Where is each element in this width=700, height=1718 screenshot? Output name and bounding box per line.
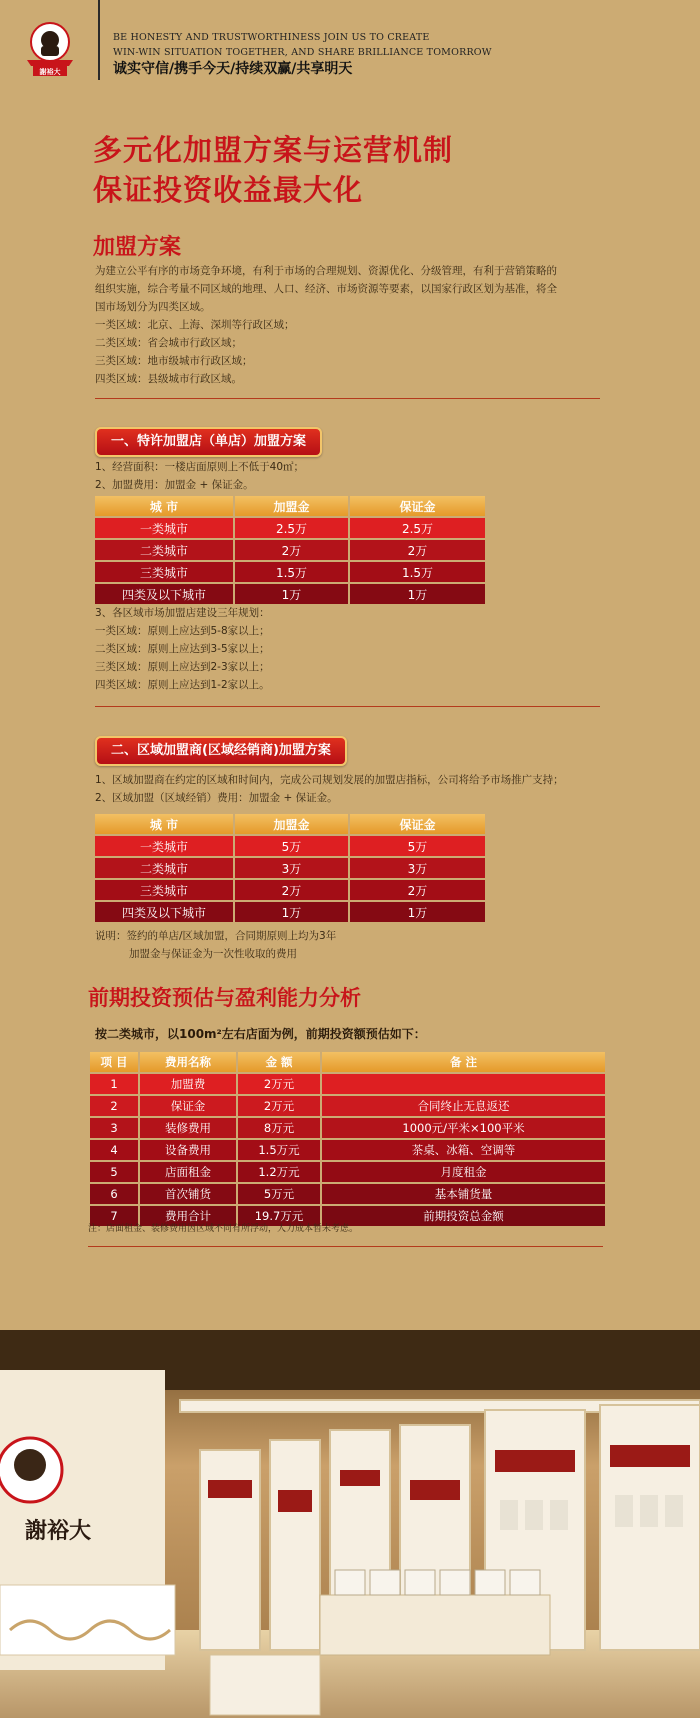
- plan-title: 加盟方案: [93, 235, 182, 260]
- plan-line: 为建立公平有序的市场竞争环境，有利于市场的合理规划、资源优化、分级管理，有利于营销策略的: [95, 265, 557, 277]
- regional-table: [95, 812, 485, 924]
- table-row: [90, 1074, 605, 1094]
- table-cell: 1万: [350, 584, 485, 604]
- table-header: 金 额: [238, 1052, 322, 1072]
- table-header: 备 注: [322, 1052, 605, 1072]
- table-header-row: [90, 1052, 605, 1072]
- table-cell: 8万元: [238, 1118, 322, 1138]
- franchise-outro-line: 一类区域：原则上应达到5-8家以上；: [95, 625, 270, 637]
- table-cell: 三类城市: [95, 562, 235, 582]
- table-cell: 1万: [235, 902, 350, 922]
- table-cell: 2万元: [238, 1096, 322, 1116]
- table-cell: 二类城市: [95, 540, 235, 560]
- franchise-intro-line: 1、经营面积：一楼店面原则上不低于40㎡；: [95, 461, 305, 473]
- table-cell: 3万: [235, 858, 350, 878]
- franchise-table: [95, 494, 485, 606]
- table-header: 保证金: [350, 814, 485, 834]
- franchise-badge: 一、特许加盟店（单店）加盟方案: [95, 427, 322, 457]
- table-row: [95, 518, 485, 538]
- franchise-outro-line: 四类区域：原则上应达到1-2家以上。: [95, 679, 270, 691]
- table-header: 加盟金: [235, 814, 350, 834]
- regional-intro-line: 1、区域加盟商在约定的区域和时间内，完成公司规划发展的加盟店指标，公司将给予市场推广支持；: [95, 774, 564, 786]
- divider: [95, 706, 600, 707]
- table-row: [95, 880, 485, 900]
- table-row: [95, 902, 485, 922]
- table-cell: 2万: [235, 880, 350, 900]
- regional-intro-line: 2、区域加盟（区域经销）费用：加盟金 + 保证金。: [95, 792, 338, 804]
- table-row: [90, 1118, 605, 1138]
- main-title: [93, 130, 453, 210]
- table-cell: 设备费用: [140, 1140, 238, 1160]
- table-cell: 2万: [235, 540, 350, 560]
- franchise-intro: [95, 458, 304, 494]
- table-header: 城 市: [95, 496, 235, 516]
- table-cell: 基本铺货量: [322, 1184, 605, 1204]
- investment-title: 前期投资预估与盈利能力分析: [88, 986, 361, 1010]
- table-row: [95, 858, 485, 878]
- table-cell: 茶桌、冰箱、空调等: [322, 1140, 605, 1160]
- table-cell: 1000元/平米×100平米: [322, 1118, 605, 1138]
- table-cell: 加盟费: [140, 1074, 238, 1094]
- header-divider: [98, 0, 100, 80]
- plan-line: 三类区域：地市级城市行政区域；: [95, 355, 253, 367]
- slogan-english: [113, 30, 492, 60]
- table-cell: 1万: [350, 902, 485, 922]
- table-cell: 1.5万: [235, 562, 350, 582]
- plan-line: 国市场划分为四类区域。: [95, 301, 211, 313]
- table-cell: 3: [90, 1118, 140, 1138]
- table-cell: 5万: [350, 836, 485, 856]
- table-cell: 三类城市: [95, 880, 235, 900]
- table-header: 项 目: [90, 1052, 140, 1072]
- table-cell: 四类及以下城市: [95, 584, 235, 604]
- table-cell: 保证金: [140, 1096, 238, 1116]
- table-cell: [322, 1074, 605, 1094]
- table-cell: 19.7万元: [238, 1206, 322, 1226]
- regional-badge: 二、区域加盟商(区域经销商)加盟方案: [95, 736, 347, 766]
- slogan-en-line-1: BE HONESTY AND TRUSTWORTHINESS JOIN US TO CREATE: [113, 32, 430, 43]
- table-row: [90, 1140, 605, 1160]
- table-header-row: [95, 496, 485, 516]
- table-cell: 2.5万: [235, 518, 350, 538]
- investment-note: 注：店面租金、装修费用因区域不同有所浮动，人力成本暂未考虑。: [88, 1224, 359, 1234]
- table-cell: 2万元: [238, 1074, 322, 1094]
- table-row: [90, 1162, 605, 1182]
- table-header: 加盟金: [235, 496, 350, 516]
- header: [0, 0, 700, 80]
- table-cell: 2.5万: [350, 518, 485, 538]
- table-cell: 1万: [235, 584, 350, 604]
- table-cell: 1.2万元: [238, 1162, 322, 1182]
- plan-line: 组织实施，综合考量不同区域的地理、人口、经济、市场资源等要素，以国家行政区划为基准，将全: [95, 283, 557, 295]
- table-cell: 1.5万元: [238, 1140, 322, 1160]
- regional-note-line-1: 说明：签约的单店/区域加盟，合同期原则上均为3年: [95, 930, 337, 942]
- table-cell: 装修费用: [140, 1118, 238, 1138]
- main-title-line-1: 多元化加盟方案与运营机制: [93, 133, 454, 167]
- table-cell: 一类城市: [95, 518, 235, 538]
- table-header-row: [95, 814, 485, 834]
- franchise-outro: [95, 604, 270, 694]
- table-header: 保证金: [350, 496, 485, 516]
- table-cell: 5: [90, 1162, 140, 1182]
- investment-subtitle: 按二类城市，以100m²左右店面为例，前期投资额预估如下：: [95, 1027, 426, 1041]
- regional-note-line-2: 加盟金与保证金为一次性收取的费用: [129, 948, 297, 960]
- table-cell: 6: [90, 1184, 140, 1204]
- slogan-en-line-2: WIN-WIN SITUATION TOGETHER, AND SHARE BRILLIANCE TOMORROW: [113, 47, 492, 58]
- franchise-intro-line: 2、加盟费用：加盟金 + 保证金。: [95, 479, 254, 491]
- table-cell: 店面租金: [140, 1162, 238, 1182]
- table-cell: 一类城市: [95, 836, 235, 856]
- regional-note: [95, 927, 336, 963]
- table-cell: 四类及以下城市: [95, 902, 235, 922]
- plan-line: 一类区域：北京、上海、深圳等行政区域；: [95, 319, 295, 331]
- table-cell: 费用合计: [140, 1206, 238, 1226]
- table-cell: 3万: [350, 858, 485, 878]
- regional-intro: [95, 771, 564, 807]
- table-row: [90, 1096, 605, 1116]
- table-cell: 2: [90, 1096, 140, 1116]
- franchise-outro-line: 3、各区域市场加盟店建设三年规划：: [95, 607, 270, 619]
- table-header: 城 市: [95, 814, 235, 834]
- table-row: [95, 562, 485, 582]
- brand-logo: [25, 20, 75, 78]
- store-interior-photo: [0, 1330, 700, 1718]
- table-cell: 1.5万: [350, 562, 485, 582]
- table-cell: 2万: [350, 540, 485, 560]
- table-cell: 首次铺货: [140, 1184, 238, 1204]
- plan-line: 二类区域：省会城市行政区域；: [95, 337, 242, 349]
- store-sign-text: 謝裕大: [25, 1518, 92, 1544]
- slogan-chinese: 诚实守信/携手今天/持续双赢/共享明天: [113, 61, 353, 77]
- logo-text: 謝裕大: [39, 68, 61, 76]
- store-interior-illustration: [0, 1330, 700, 1718]
- investment-table: [90, 1050, 605, 1228]
- divider: [88, 1246, 603, 1247]
- table-cell: 5万元: [238, 1184, 322, 1204]
- table-row: [95, 540, 485, 560]
- table-cell: 5万: [235, 836, 350, 856]
- table-row: [95, 584, 485, 604]
- franchise-outro-line: 三类区域：原则上应达到2-3家以上；: [95, 661, 270, 673]
- table-cell: 1: [90, 1074, 140, 1094]
- table-cell: 月度租金: [322, 1162, 605, 1182]
- divider: [95, 398, 600, 399]
- table-cell: 4: [90, 1140, 140, 1160]
- plan-line: 四类区域：县级城市行政区域。: [95, 373, 242, 385]
- table-cell: 7: [90, 1206, 140, 1226]
- table-cell: 2万: [350, 880, 485, 900]
- table-cell: 二类城市: [95, 858, 235, 878]
- table-cell: 合同终止无息返还: [322, 1096, 605, 1116]
- table-header: 费用名称: [140, 1052, 238, 1072]
- franchise-outro-line: 二类区域：原则上应达到3-5家以上；: [95, 643, 270, 655]
- table-row: [90, 1184, 605, 1204]
- plan-paragraph: [95, 262, 557, 388]
- table-cell: 前期投资总金额: [322, 1206, 605, 1226]
- table-row: [95, 836, 485, 856]
- main-title-line-2: 保证投资收益最大化: [93, 173, 364, 207]
